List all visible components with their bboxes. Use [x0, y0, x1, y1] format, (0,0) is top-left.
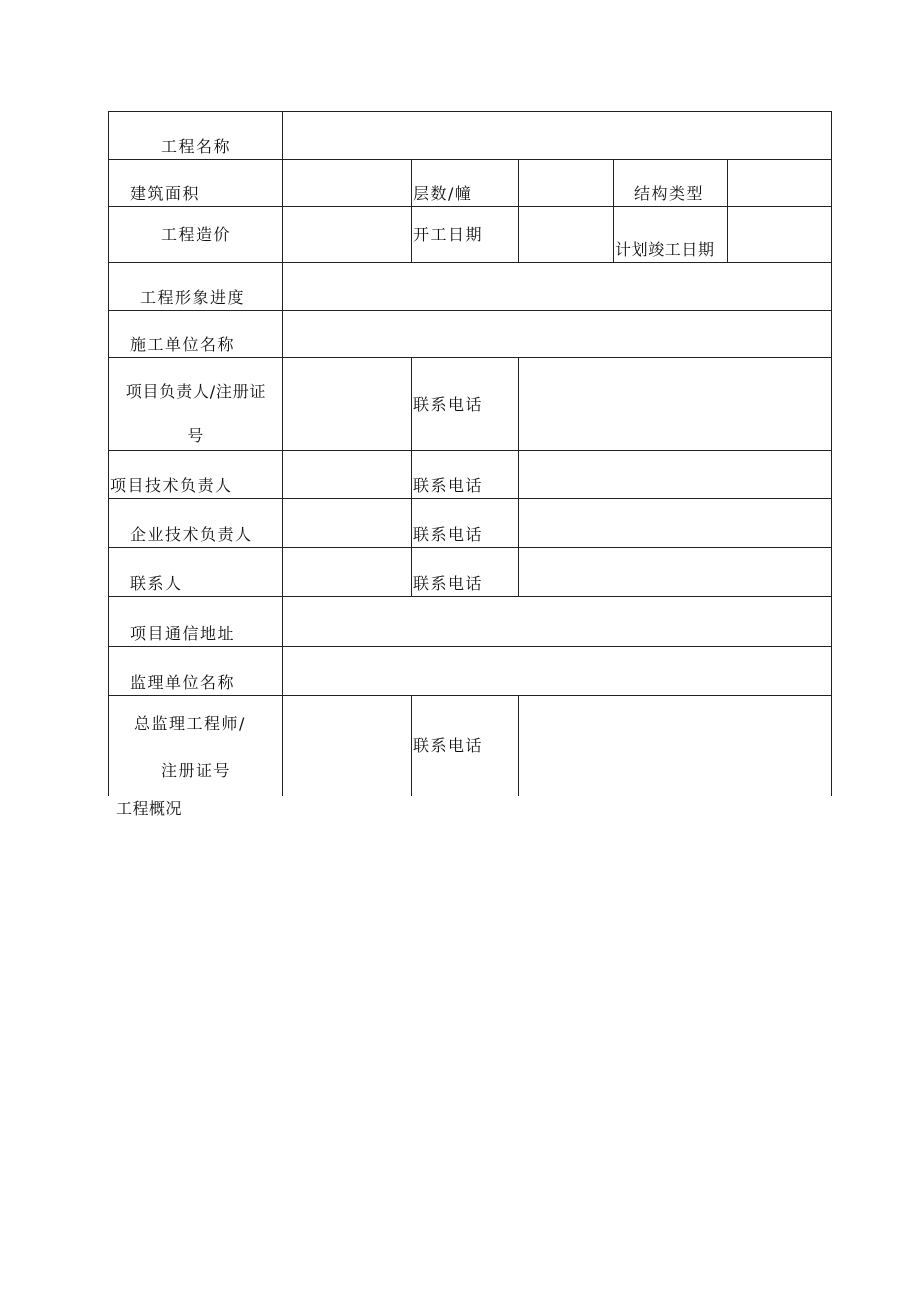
label-planned-completion-date: 计划竣工日期 [615, 240, 715, 259]
table-rule [108, 262, 832, 263]
table-rule [108, 498, 832, 499]
label-contact-phone: 联系电话 [413, 525, 484, 544]
label-contact-phone: 联系电话 [413, 736, 484, 755]
table-rule [518, 695, 519, 796]
label-project-cost: 工程造价 [160, 225, 232, 244]
table-rule [108, 450, 832, 451]
table-rule [727, 159, 728, 262]
table-rule [518, 159, 519, 262]
label-supervisor-name: 监理单位名称 [130, 673, 236, 692]
label-chief-supervisor-cont: 注册证号 [160, 761, 232, 780]
label-floors-per-building: 层数/幢 [413, 184, 473, 203]
label-project-manager: 项目负责人/注册证 [125, 382, 267, 401]
table-rule [411, 695, 412, 796]
label-contractor-name: 施工单位名称 [130, 335, 236, 354]
table-rule [411, 159, 412, 262]
table-rule [108, 206, 832, 207]
label-contact-phone: 联系电话 [413, 476, 484, 495]
table-rule [108, 111, 832, 112]
table-rule [108, 357, 832, 358]
table-rule [108, 646, 832, 647]
label-contact-phone: 联系电话 [413, 395, 484, 414]
table-rule [518, 357, 519, 596]
table-rule [108, 695, 832, 696]
table-rule [831, 111, 832, 796]
table-rule [108, 159, 832, 160]
label-building-area: 建筑面积 [130, 184, 201, 203]
label-project-tech-lead: 项目技术负责人 [110, 476, 233, 495]
label-project-name: 工程名称 [160, 137, 232, 156]
table-rule [108, 310, 832, 311]
table-rule [108, 547, 832, 548]
label-contact-phone: 联系电话 [413, 574, 484, 593]
table-rule [282, 111, 283, 796]
label-enterprise-tech-lead: 企业技术负责人 [130, 525, 253, 544]
label-structure-type: 结构类型 [634, 184, 705, 203]
label-chief-supervisor: 总监理工程师/ [134, 714, 246, 733]
table-rule [613, 159, 614, 262]
table-rule [108, 111, 109, 796]
label-project-address: 项目通信地址 [130, 624, 236, 643]
label-progress: 工程形象进度 [140, 288, 246, 307]
table-rule [411, 357, 412, 596]
table-rule [108, 596, 832, 597]
overview-label: 工程概况 [116, 799, 183, 818]
label-contact-person: 联系人 [130, 574, 183, 593]
label-project-manager-cont: 号 [187, 426, 205, 445]
label-start-date: 开工日期 [413, 225, 484, 244]
